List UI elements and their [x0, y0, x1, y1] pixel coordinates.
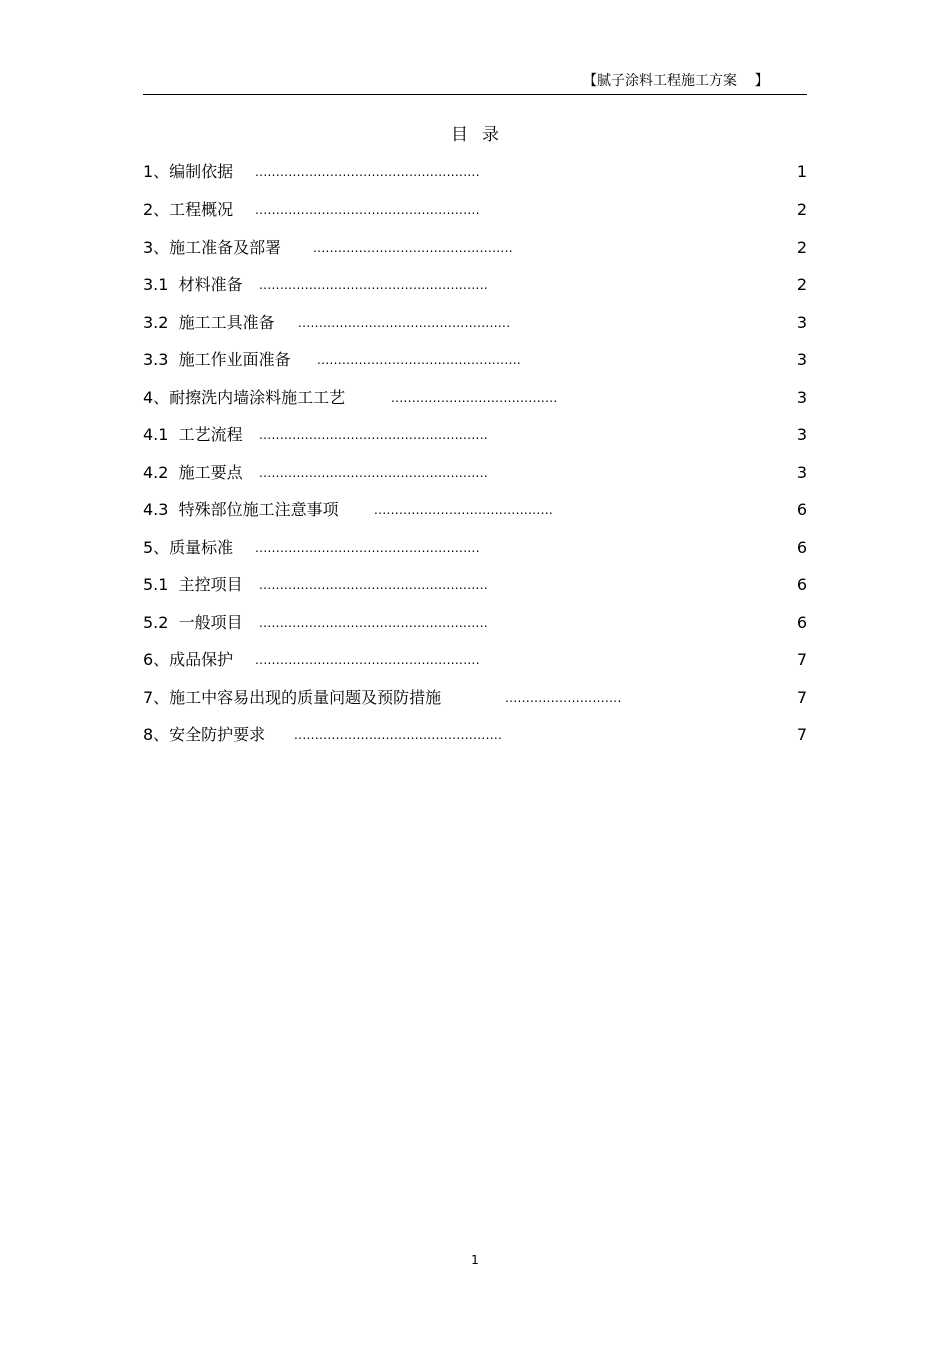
toc-item-label: 3、施工准备及部署 — [143, 238, 282, 257]
toc-item-label: 3.3 施工作业面准备 — [143, 350, 291, 369]
toc-item-page: 1 — [796, 162, 807, 181]
toc-item-leader: ........................................... — [374, 503, 554, 517]
toc-item[interactable] — [143, 686, 807, 710]
toc-item[interactable] — [143, 273, 807, 297]
toc-item[interactable] — [143, 423, 807, 447]
toc-item[interactable] — [143, 348, 807, 372]
toc-item-leader: ...................................................... — [255, 653, 480, 667]
toc-item-page: 7 — [796, 725, 807, 744]
toc-title: 目录 — [451, 125, 513, 145]
toc-item[interactable] — [143, 611, 807, 635]
toc-item-page: 6 — [796, 613, 807, 632]
toc-item-leader: ............................ — [505, 691, 622, 705]
toc-item-leader: ................................................ — [313, 241, 513, 255]
running-header — [143, 70, 807, 92]
toc-item-leader: ....................................................... — [259, 466, 489, 480]
toc-item[interactable] — [143, 573, 807, 597]
toc-item-page: 7 — [796, 688, 807, 707]
toc-item[interactable] — [143, 160, 807, 184]
toc-item[interactable] — [143, 536, 807, 560]
toc-item-label: 4.2 施工要点 — [143, 463, 243, 482]
toc-item-label: 4、耐擦洗内墙涂料施工工艺 — [143, 388, 346, 407]
toc-item-label: 6、成品保护 — [143, 650, 234, 669]
toc-item-page: 3 — [796, 388, 807, 407]
header-rule — [143, 94, 807, 95]
toc-item[interactable] — [143, 498, 807, 522]
toc-item-leader: ....................................................... — [259, 616, 489, 630]
toc-item-label: 5.1 主控项目 — [143, 575, 243, 594]
toc-item[interactable] — [143, 723, 807, 747]
toc-item[interactable] — [143, 461, 807, 485]
toc-item-page: 3 — [796, 350, 807, 369]
toc-item-label: 5.2 一般项目 — [143, 613, 243, 632]
toc-item-page: 7 — [796, 650, 807, 669]
toc-item-page: 2 — [796, 275, 807, 294]
toc-item-label: 7、施工中容易出现的质量问题及预防措施 — [143, 688, 442, 707]
toc-item-leader: ........................................ — [391, 391, 558, 405]
toc-item-label: 4.1 工艺流程 — [143, 425, 243, 444]
toc-item-leader: ...................................................... — [255, 165, 480, 179]
toc-item-page: 3 — [796, 425, 807, 444]
toc-item-page: 6 — [796, 575, 807, 594]
toc-item-leader: ................................................... — [298, 316, 511, 330]
toc-item[interactable] — [143, 198, 807, 222]
toc-item-leader: ....................................................... — [259, 578, 489, 592]
page-number: 1 — [471, 1253, 479, 1267]
toc-item-page: 2 — [796, 238, 807, 257]
toc-item-label: 5、质量标准 — [143, 538, 234, 557]
toc-item-page: 3 — [796, 463, 807, 482]
toc-item-page: 6 — [796, 500, 807, 519]
toc-item[interactable] — [143, 236, 807, 260]
header-title: 【腻子涂料工程施工方案 】 — [583, 73, 769, 89]
toc-item-leader: ...................................................... — [255, 541, 480, 555]
toc-item-page: 6 — [796, 538, 807, 557]
toc-item-label: 3.1 材料准备 — [143, 275, 243, 294]
toc-item-leader: .................................................. — [294, 728, 503, 742]
toc-item-page: 3 — [796, 313, 807, 332]
toc-item-label: 8、安全防护要求 — [143, 725, 266, 744]
toc-item-label: 4.3 特殊部位施工注意事项 — [143, 500, 339, 519]
toc-item-leader: ....................................................... — [259, 428, 489, 442]
toc-item-leader: ................................................. — [317, 353, 522, 367]
toc-item-leader: ....................................................... — [259, 278, 489, 292]
toc-item[interactable] — [143, 648, 807, 672]
toc-item[interactable] — [143, 311, 807, 335]
toc-item-leader: ...................................................... — [255, 203, 480, 217]
toc-item-label: 1、编制依据 — [143, 162, 234, 181]
toc-item-label: 2、工程概况 — [143, 200, 234, 219]
toc-item[interactable] — [143, 386, 807, 410]
toc-item-page: 2 — [796, 200, 807, 219]
toc-item-label: 3.2 施工工具准备 — [143, 313, 275, 332]
